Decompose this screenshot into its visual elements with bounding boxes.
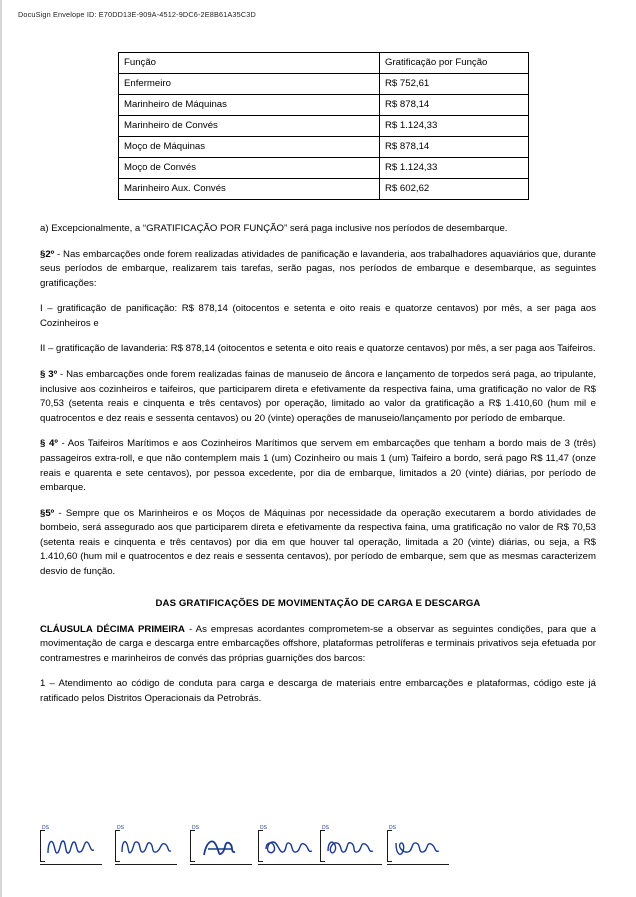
signature-scribble-icon [40,833,102,859]
table-cell-funcao: Enfermeiro [119,74,380,95]
par2-label: §2º [40,248,55,260]
signature-underline [190,864,252,865]
clause-label: CLÁUSULA DÉCIMA PRIMEIRA [40,623,185,635]
document-content [40,52,596,717]
signature-underline [320,864,382,865]
signature-scribble-icon [320,833,382,859]
paragraph-par2-i: I – gratificação de panificação: R$ 878,14 (oitocentos e setenta e oito reais e quatorze centavos) por mês, a ser paga aos Cozinheiros e [40,303,596,329]
paragraph-item-1: 1 – Atendimento ao código de conduta para carga e descarga de materiais entre embarcações e plataformas, código este já ratificado pelos Distritos Operacionais da Petrobrás. [40,678,596,704]
paragraph-par5 [40,507,596,580]
table-cell-funcao: Marinheiro Aux. Convés [119,179,380,200]
table-cell-funcao: Moço de Convés [119,158,380,179]
table-cell-valor: R$ 1.124,33 [380,158,529,179]
table-row [119,74,529,95]
table-cell-valor: R$ 878,14 [380,137,529,158]
page-left-edge [0,0,2,897]
table-row [119,116,529,137]
signature-scribble-icon [190,833,252,859]
signature-scribble-icon [258,833,320,859]
table-row [119,137,529,158]
gratification-table [118,52,529,200]
par4-label: § 4º [40,438,58,450]
table-cell-funcao: Moço de Máquinas [119,137,380,158]
docusign-label: DS [389,825,396,831]
par2-text: - Nas embarcações onde forem realizadas atividades de panificação e lavanderia, aos trabalhadores aquaviários que, durante seus períodos de embarque, realizarem tais tarefas, serão pagas, nos períodos de embarque e desembarque, as seguintes gratificações: [40,248,596,289]
par5-label: §5º [40,507,55,519]
par3-text: - Nas embarcações onde forem realizadas fainas de manuseio de âncora e lançamento de torpedos será paga, ao tripulante, inclusive aos cozinheiros e taifeiros, que participarem direta e efetivamente da respectiva faina, uma gratificação no valor de R$ 70,53 (setenta reais e cinquenta e três centavos) por operação, limitado ao valor da gratificação a R$ 1.410,60 (hum mil e quatrocentos e dez reais e sessenta centavos) ou 20 (vinte) operações de manuseio/lançamento por período de embarque. [40,369,597,424]
signature-block-5[interactable] [320,825,384,867]
table-header-row [119,53,529,74]
table-cell-funcao: Marinheiro de Máquinas [119,95,380,116]
table-cell-valor: R$ 602,62 [380,179,529,200]
signature-row [40,825,596,871]
signature-scribble-icon [387,833,449,859]
signature-scribble-icon [115,833,177,859]
docusign-label: DS [42,825,49,831]
signature-underline [40,864,102,865]
section-heading: DAS GRATIFICAÇÕES DE MOVIMENTAÇÃO DE CARGA E DESCARGA [155,597,481,609]
signature-underline [115,864,177,865]
table-header-funcao: Função [119,53,380,74]
signature-underline [387,864,449,865]
paragraph-par4 [40,437,596,495]
par5-text: - Sempre que os Marinheiros e os Moços de Máquinas por necessidade da operação executarem a bordo atividades de bombeio, será assegurado aos que participarem direta e efetivamente da respectiva faina, uma gratificação no valor de R$ 70,53 (setenta reais e cinquenta e três centavos) por dia em que houver tal operação, limitada a 20 (vinte) diárias, ou seja, a R$ 1.410,60 (hum mil e quatrocentos e dez reais e sessenta centavos), por período de embarque, sem que as mesmas caracterizem desvio de função. [40,507,596,577]
paragraph-item-a: a) Excepcionalmente, a “GRATIFICAÇÃO POR FUNÇÃO” será paga inclusive nos períodos de desembarque. [40,223,508,234]
table-cell-valor: R$ 1.124,33 [380,116,529,137]
signature-block-2[interactable] [115,825,179,867]
par3-label: § 3º [40,369,58,381]
table-cell-valor: R$ 752,61 [380,74,529,95]
signature-block-4[interactable] [258,825,322,867]
signature-block-1[interactable] [40,825,104,867]
table-cell-funcao: Marinheiro de Convés [119,116,380,137]
paragraph-par3 [40,368,596,426]
clause-text: - As empresas acordantes comprometem-se a observar as seguintes condições, para que a movimentação de carga e descarga entre embarcações offshore, plataformas petrolíferas e terminais privativos seja efetuada por contramestres e marinheiros de convés das próprias guarnições dos barcos: [40,623,596,664]
docusign-envelope-id: DocuSign Envelope ID: E70DD13E-909A-4512-9DC6-2E8B61A35C3D [18,10,256,19]
table-header-gratificacao: Gratificação por Função [380,53,529,74]
docusign-label: DS [260,825,267,831]
table-row [119,179,529,200]
par4-text: - Aos Taifeiros Marítimos e aos Cozinheiros Marítimos que servem em embarcações que tenham a bordo mais de 3 (três) passageiros extra-roll, e que não contemplem mais 1 (um) Cozinheiro ou mais 1 (um) Taifeiro a bordo, será pago R$ 11,47 (onze reais e quarenta e sete centavos), por pessoa excedente, por dia de embarque, limitados a 20 (vinte) diárias, por período de embarque. [40,438,596,494]
table-cell-valor: R$ 878,14 [380,95,529,116]
paragraph-par2-ii: II – gratificação de lavanderia: R$ 878,14 (oitocentos e setenta e oito reais e quatorze centavos) por mês, a ser paga aos Taifeiros. [40,343,596,355]
signature-underline [258,864,320,865]
signature-block-6[interactable] [387,825,451,867]
paragraph-clause-11 [40,623,596,667]
table-row [119,95,529,116]
docusign-label: DS [322,825,329,831]
docusign-label: DS [192,825,199,831]
table-row [119,158,529,179]
paragraph-par2 [40,248,596,292]
signature-block-3[interactable] [190,825,254,867]
docusign-label: DS [117,825,124,831]
